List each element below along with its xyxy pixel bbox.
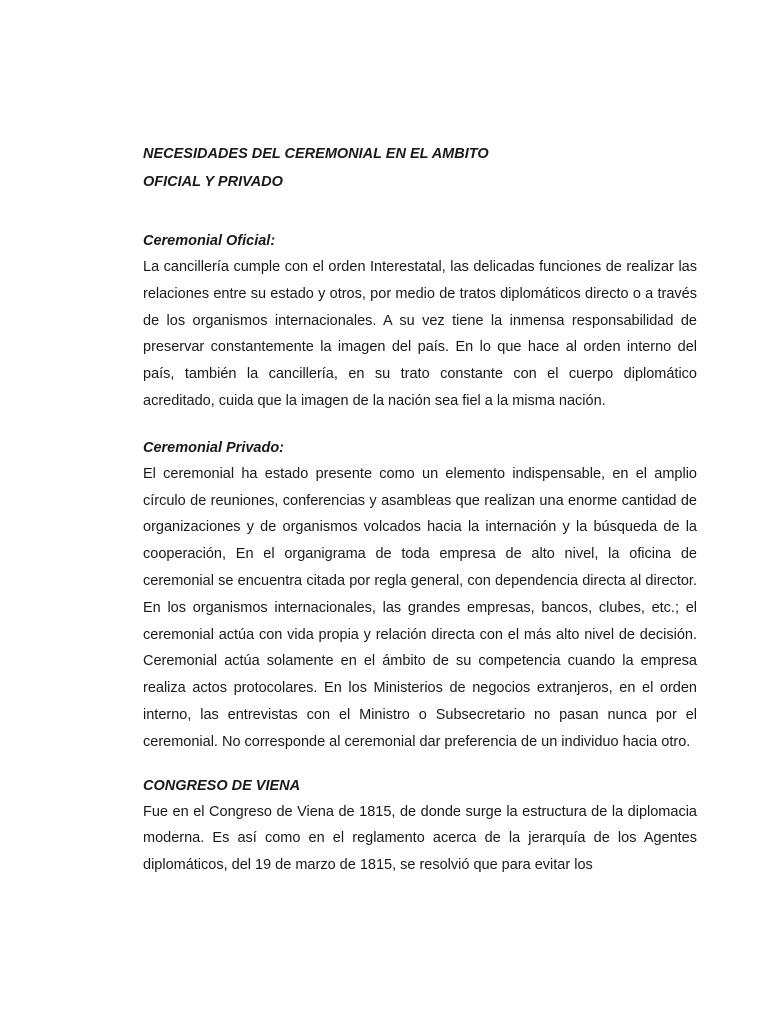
spacer: [143, 756, 697, 773]
spacer: [143, 415, 697, 435]
section-heading-congreso-de-viena: CONGRESO DE VIENA: [143, 777, 301, 794]
document-page: [143, 140, 697, 879]
section-body-ceremonial-privado: El ceremonial ha estado presente como un elemento indispensable, en el amplio círculo de reuniones, conferencias y asambleas que realizan una enorme cantidad de organizaciones y de organismos volcados hacia la internación y la búsqueda de la cooperación, En el organigrama de toda empresa de alto nivel, la oficina de ceremonial se encuentra citada por regla general, con dependencia directa al director. En los organismos internacionales, las grandes empresas, bancos, clubes, etc.; el ceremonial actúa con vida propia y relación directa con el más alto nivel de decisión. Ceremonial actúa solamente en el ámbito de su competencia cuando la empresa realiza actos protocolares. En los Ministerios de negocios extranjeros, en el orden interno, las entrevistas con el Ministro o Subsecretario no pasan nunca por el ceremonial. No corresponde al ceremonial dar preferencia de un individuo hacia otro.: [143, 465, 697, 750]
document-title-line-2: OFICIAL Y PRIVADO: [143, 174, 283, 190]
document-title-line-1: NECESIDADES DEL CEREMONIAL EN EL AMBITO: [143, 146, 489, 162]
section-body-congreso-de-viena: Fue en el Congreso de Viena de 1815, de donde surge la estructura de la diplomacia moderna. Es así como en el reglamento acerca de la jerarquía de los Agentes diplomáticos, del 19 de marzo de 1815, se resolvió que para evitar los: [143, 803, 697, 874]
section-heading-ceremonial-oficial: Ceremonial Oficial:: [143, 233, 276, 249]
section-heading-ceremonial-privado: Ceremonial Privado:: [143, 439, 285, 456]
spacer: [143, 196, 697, 228]
section-body-ceremonial-oficial: La cancillería cumple con el orden Interestatal, las delicadas funciones de realizar las relaciones entre su estado y otros, por medio de tratos diplomáticos directo o a través de los organismos internacionales. A su vez tiene la inmensa responsabilidad de preservar constantemente la imagen del país. En lo que hace al orden interno del país, también la cancillería, en su trato constante con el cuerpo diplomático acreditado, cuida que la imagen de la nación sea fiel a la misma nación.: [143, 259, 697, 409]
